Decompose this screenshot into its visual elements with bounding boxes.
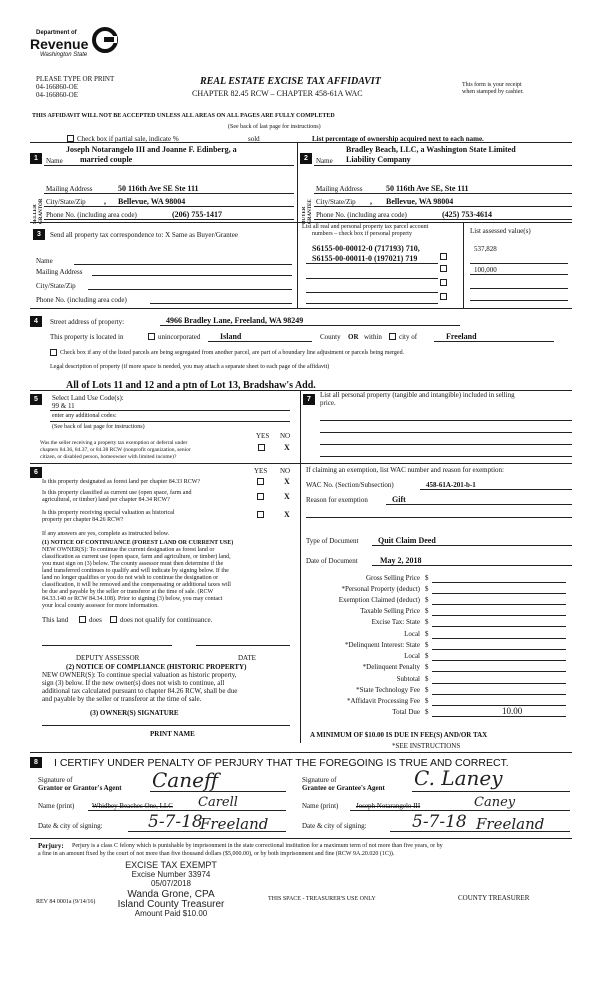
form-code-2: 04-166860-OE — [36, 91, 78, 99]
parcel-5-personal-checkbox[interactable] — [440, 293, 447, 300]
corr-addr-field[interactable] — [92, 275, 292, 276]
parcel-3-personal-checkbox[interactable] — [440, 265, 447, 272]
county-label: County — [320, 333, 341, 341]
doc-type-value[interactable]: Quit Claim Deed — [378, 536, 436, 545]
grantee-date[interactable]: 5-7-18 — [412, 812, 467, 832]
corr-name-label: Name — [36, 257, 53, 265]
section-7-badge: 7 — [303, 394, 315, 405]
section-1-badge: 1 — [30, 153, 42, 164]
notice1-title: (1) NOTICE OF CONTINUANCE (FOREST LAND OR CURRENT USE) — [42, 540, 234, 546]
grantee-name-label: Name (print) — [302, 802, 339, 810]
grantee-signature-line[interactable] — [412, 791, 570, 792]
deputy-date-line[interactable] — [196, 645, 290, 646]
deputy-label: DEPUTY ASSESSOR — [76, 654, 140, 662]
grantor-sig-label-2: Grantor or Grantor's Agent — [38, 784, 122, 792]
minimum-due-note: A MINIMUM OF $10.00 IS DUE IN FEE(S) AND/OR TAX — [310, 731, 488, 739]
city-value[interactable]: Freeland — [446, 332, 477, 341]
grantee-signature[interactable]: C. Laney — [414, 766, 503, 790]
street-value[interactable]: 4966 Bradley Lane, Freeland, WA 98249 — [166, 316, 304, 325]
street-label: Street address of property: — [50, 318, 125, 326]
tax-row-label: Taxable Selling Price — [360, 607, 420, 615]
exemption-q-3: citizen, or disabled person, homeowner with limited income)? — [40, 454, 177, 460]
buyer-phone[interactable]: (425) 753-4614 — [442, 210, 492, 219]
grantor-signature[interactable]: Caneff — [152, 768, 219, 792]
certify-statement: I CERTIFY UNDER PENALTY OF PERJURY THAT THE FOREGOING IS TRUE AND CORRECT. — [54, 757, 509, 769]
warning-text: THIS AFFIDAVIT WILL NOT BE ACCEPTED UNLESS ALL AREAS ON ALL PAGES ARE FULLY COMPLETED — [32, 113, 335, 119]
corr-name-field[interactable] — [74, 264, 292, 265]
grantee-date-label: Date & city of signing: — [302, 822, 367, 830]
personal-prop-label-1: List all personal property (tangible and intangible) included in selling — [320, 391, 515, 399]
reason-value[interactable]: Gift — [392, 495, 406, 504]
located-label: This property is located in — [50, 333, 124, 341]
tax-row-label: *State Technology Fee — [356, 686, 420, 694]
form-code-1: 04-166860-OE — [36, 83, 78, 91]
claim-exemption-label: If claiming an exemption, list WAC number and reason for exemption: — [306, 466, 504, 474]
unincorporated-checkbox[interactable] — [148, 333, 155, 340]
page-title: REAL ESTATE EXCISE TAX AFFIDAVIT — [200, 76, 381, 87]
land-use-label: Select Land Use Code(s): — [52, 394, 124, 402]
reason-label: Reason for exemption — [306, 496, 368, 504]
segregated-checkbox[interactable] — [50, 349, 57, 356]
grantor-name-label: Name (print) — [38, 802, 75, 810]
deputy-signature-line[interactable] — [42, 645, 172, 646]
corr-phone-field[interactable] — [150, 303, 292, 304]
tax-row-label: Local — [404, 630, 420, 638]
buyer-phone-label: Phone No. (including area code) — [316, 211, 407, 219]
logo-revenue: Revenue — [30, 36, 89, 52]
tax-row-label: Exemption Claimed (deduct) — [338, 596, 420, 604]
parcel-1[interactable]: S6155-00-00012-0 (717193) 710, — [312, 244, 420, 253]
total-due-value[interactable]: 10.00 — [502, 706, 523, 716]
notice2-title: (2) NOTICE OF COMPLIANCE (HISTORIC PROPERTY) — [66, 663, 247, 671]
any-yes-note: If any answers are yes, complete as instructed below. — [42, 531, 170, 537]
receipt-note-1: This form is your receipt — [462, 82, 522, 88]
corr-addr-label: Mailing Address — [36, 268, 83, 276]
yes-header-6: YES — [254, 467, 268, 475]
city-of-checkbox[interactable] — [389, 333, 396, 340]
corr-phone-label: Phone No. (including area code) — [36, 296, 127, 304]
no-header-5: NO — [280, 432, 291, 440]
tax-row-label: Local — [404, 652, 420, 660]
legal-value[interactable]: All of Lots 11 and 12 and a ptn of Lot 13, Bradshaw's Add. — [66, 380, 316, 391]
assessed-value-2[interactable]: 100,000 — [474, 266, 497, 274]
exemption-q-2: chapters 84.36, 84.37, or 84.38 RCW (nonprofit organization, senior — [40, 447, 191, 453]
section-8-badge: 8 — [30, 757, 42, 768]
tax-row-label: *Affidavit Processing Fee — [347, 697, 420, 705]
exemption-yes-checkbox[interactable] — [258, 444, 265, 451]
section-5-badge: 5 — [30, 394, 42, 405]
section-4-badge: 4 — [30, 316, 42, 327]
exemption-no-x[interactable]: X — [284, 443, 290, 452]
correspondence-label: Send all property tax correspondence to: X Same as Buyer/Grantee — [50, 231, 238, 239]
parcel-header-2: numbers – check box if personal property — [312, 231, 412, 237]
see-back-5: (See back of last page for instructions) — [52, 424, 145, 430]
buyer-addr-label: Mailing Address — [316, 185, 363, 193]
historic-no-x[interactable]: X — [284, 510, 290, 519]
corr-city-label: City/State/Zip — [36, 282, 76, 290]
grantee-printed-name: Joseph Notarangelo III — [356, 802, 421, 810]
perjury-text-1: Perjury is a class C felony which is punishable by imprisonment in the state correctional institution for a maximum term of not more than five years, or by — [72, 843, 443, 849]
within-label: within — [364, 333, 382, 341]
unincorporated-label: unincorporated — [158, 333, 201, 341]
personal-prop-label-2: price. — [320, 399, 336, 407]
grantee-city[interactable]: Freeland — [476, 815, 545, 833]
exemption-q-1: Was the seller receiving a property tax exemption or deferral under — [40, 440, 188, 446]
q-historic-1: Is this property receiving special valuation as historical — [42, 510, 175, 516]
treasurer-use-only: THIS SPACE - TREASURER'S USE ONLY — [268, 896, 376, 902]
sold-label: sold — [248, 135, 260, 143]
doc-date-value[interactable]: May 2, 2018 — [380, 556, 422, 565]
yes-header-5: YES — [256, 432, 270, 440]
seller-addr-label: Mailing Address — [46, 185, 93, 193]
parcel-2[interactable]: S6155-00-00011-0 (197021) 719 — [312, 254, 418, 263]
grantor-city[interactable]: Freeland — [200, 815, 269, 833]
wac-label: WAC No. (Section/Subsection) — [306, 481, 394, 489]
doc-type-label: Type of Document — [306, 537, 359, 545]
perjury-text-2: a fine in an amount fixed by the court of not more than five thousand dollars ($5,000.00), or by both imprisonment and fine (RCW 9A.20.020 (1C)). — [38, 851, 395, 857]
this-land-label: This land — [42, 616, 69, 624]
seller-phone-label: Phone No. (including area code) — [46, 211, 137, 219]
chapter-ref: CHAPTER 82.45 RCW – CHAPTER 458-61A WAC — [192, 89, 363, 98]
owner-signature-line[interactable] — [42, 725, 290, 726]
grantor-name-hand[interactable]: Carell — [198, 795, 238, 810]
seller-city[interactable]: Bellevue, WA 98004 — [118, 197, 186, 206]
wac-value[interactable]: 458-61A-201-b-1 — [426, 481, 476, 489]
tax-row-label: *Personal Property (deduct) — [341, 585, 420, 593]
grantor-date-label: Date & city of signing: — [38, 822, 103, 830]
partial-sale-checkbox[interactable] — [67, 135, 74, 142]
no-header-6: NO — [280, 467, 291, 475]
county-treasurer-label: COUNTY TREASURER — [458, 894, 530, 902]
buyer-name-label: Name — [316, 157, 333, 165]
tax-row-label: *Delinquent Penalty — [362, 663, 420, 671]
current-use-yes-checkbox[interactable] — [257, 493, 264, 500]
q-forest: Is this property designated as forest land per chapter 84.33 RCW? — [42, 479, 201, 485]
owner-signature-label: (3) OWNER(S) SIGNATURE — [90, 709, 179, 717]
logo-line3: Washington State — [40, 52, 88, 58]
county-value[interactable]: Island — [220, 332, 242, 341]
segregated-label: Check box if any of the listed parcels are being segregated from another parcel, are part of a boundary line adjustment or parcels being merged. — [60, 350, 405, 356]
q-current-use-2: agricultural, or timber) land per chapter 84.34 RCW? — [42, 497, 170, 503]
section-3-badge: 3 — [33, 229, 45, 240]
tax-row-label: Subtotal — [396, 675, 420, 683]
grantor-sig-label-1: Signature of — [38, 776, 73, 784]
personal-prop-line-3[interactable] — [320, 444, 572, 445]
form-revision: REV 84 0001a (9/14/16) — [36, 899, 96, 905]
print-note: PLEASE TYPE OR PRINT — [36, 75, 115, 83]
seller-name-line2[interactable]: married couple — [80, 155, 133, 164]
q-current-use-1: Is this property classified as current use (open space, farm and — [42, 490, 192, 496]
personal-prop-line-1[interactable] — [320, 420, 572, 421]
grantee-sig-label-1: Signature of — [302, 776, 337, 784]
grantee-name-hand[interactable]: Caney — [474, 795, 516, 810]
seller-city-label: City/State/Zip — [46, 198, 86, 206]
additional-codes-label: enter any additional codes: — [52, 413, 117, 419]
tax-row-label: Total Due — [392, 708, 420, 716]
receipt-note-2: when stamped by cashier. — [462, 89, 524, 95]
seller-phone[interactable]: (206) 755-1417 — [172, 210, 222, 219]
seller-side-label: SELLER GRANTOR — [33, 198, 44, 224]
land-not-qualify-checkbox[interactable] — [110, 616, 117, 623]
grantor-printed-name: Whidbey Beaches One, LLC — [92, 802, 173, 810]
see-back: (See back of last page for instructions) — [228, 124, 321, 130]
land-use-value[interactable]: 99 & 11 — [52, 402, 75, 410]
buyer-name-line1[interactable]: Bradley Beach, LLC, a Washington State Limited — [346, 145, 516, 154]
buyer-name-line2[interactable]: Liability Company — [346, 155, 411, 164]
perjury-label: Perjury: — [38, 842, 64, 850]
ownership-pct-label: List percentage of ownership acquired next to each name. — [312, 135, 484, 143]
parcel-2-personal-checkbox[interactable] — [440, 253, 447, 260]
tax-row-label: *Delinquent Interest: State — [344, 641, 420, 649]
seller-addr[interactable]: 50 116th Ave SE Ste 111 — [118, 184, 199, 193]
grantee-sig-label-2: Grantee or Grantee's Agent — [302, 784, 385, 792]
seller-name-label: Name — [46, 157, 63, 165]
legal-label: Legal description of property (if more space is needed, you may attach a separate sheet to each page of the affidavit) — [50, 364, 330, 370]
buyer-side-label: BUYER GRANTEE — [302, 199, 313, 224]
forest-yes-checkbox[interactable] — [257, 478, 264, 485]
deputy-date-label: DATE — [238, 654, 256, 662]
tax-row-label: Excise Tax: State — [371, 618, 420, 626]
land-does-checkbox[interactable] — [79, 616, 86, 623]
doc-date-label: Date of Document — [306, 557, 358, 565]
current-use-no-x[interactable]: X — [284, 492, 290, 501]
section-6-badge: 6 — [30, 467, 42, 478]
buyer-city-label: City/State/Zip — [316, 198, 356, 206]
personal-prop-line-2[interactable] — [320, 432, 572, 433]
q-historic-2: property per chapter 84.26 RCW? — [42, 517, 124, 523]
see-instructions: *SEE INSTRUCTIONS — [392, 742, 461, 750]
assessed-value-1[interactable]: 537,828 — [474, 245, 497, 253]
assessed-header: List assessed value(s) — [470, 227, 531, 235]
revenue-logo-icon — [92, 27, 118, 53]
buyer-city[interactable]: Bellevue, WA 98004 — [386, 197, 454, 206]
or-label: OR — [348, 333, 359, 341]
section-2-badge: 2 — [300, 153, 312, 164]
personal-prop-line-4[interactable] — [320, 456, 572, 457]
corr-city-field[interactable] — [88, 289, 292, 290]
historic-yes-checkbox[interactable] — [257, 511, 264, 518]
parcel-header-1: List all real and personal property tax parcel account — [302, 224, 429, 230]
forest-no-x[interactable]: X — [284, 477, 290, 486]
parcel-4-personal-checkbox[interactable] — [440, 279, 447, 286]
seller-name-line1[interactable]: Joseph Notarangelo III and Joanne F. Edinberg, a — [66, 145, 237, 154]
logo-line1: Department of — [36, 30, 77, 36]
partial-sale-label: Check box if partial sale, indicate % — [77, 135, 179, 143]
print-name-label: PRINT NAME — [150, 730, 195, 738]
city-of-label: city of — [399, 333, 418, 341]
buyer-addr[interactable]: 50 116th Ave SE, Ste 111 — [386, 184, 469, 193]
grantor-date[interactable]: 5-7-18 — [148, 812, 203, 832]
tax-row-label: Gross Selling Price — [365, 574, 420, 582]
